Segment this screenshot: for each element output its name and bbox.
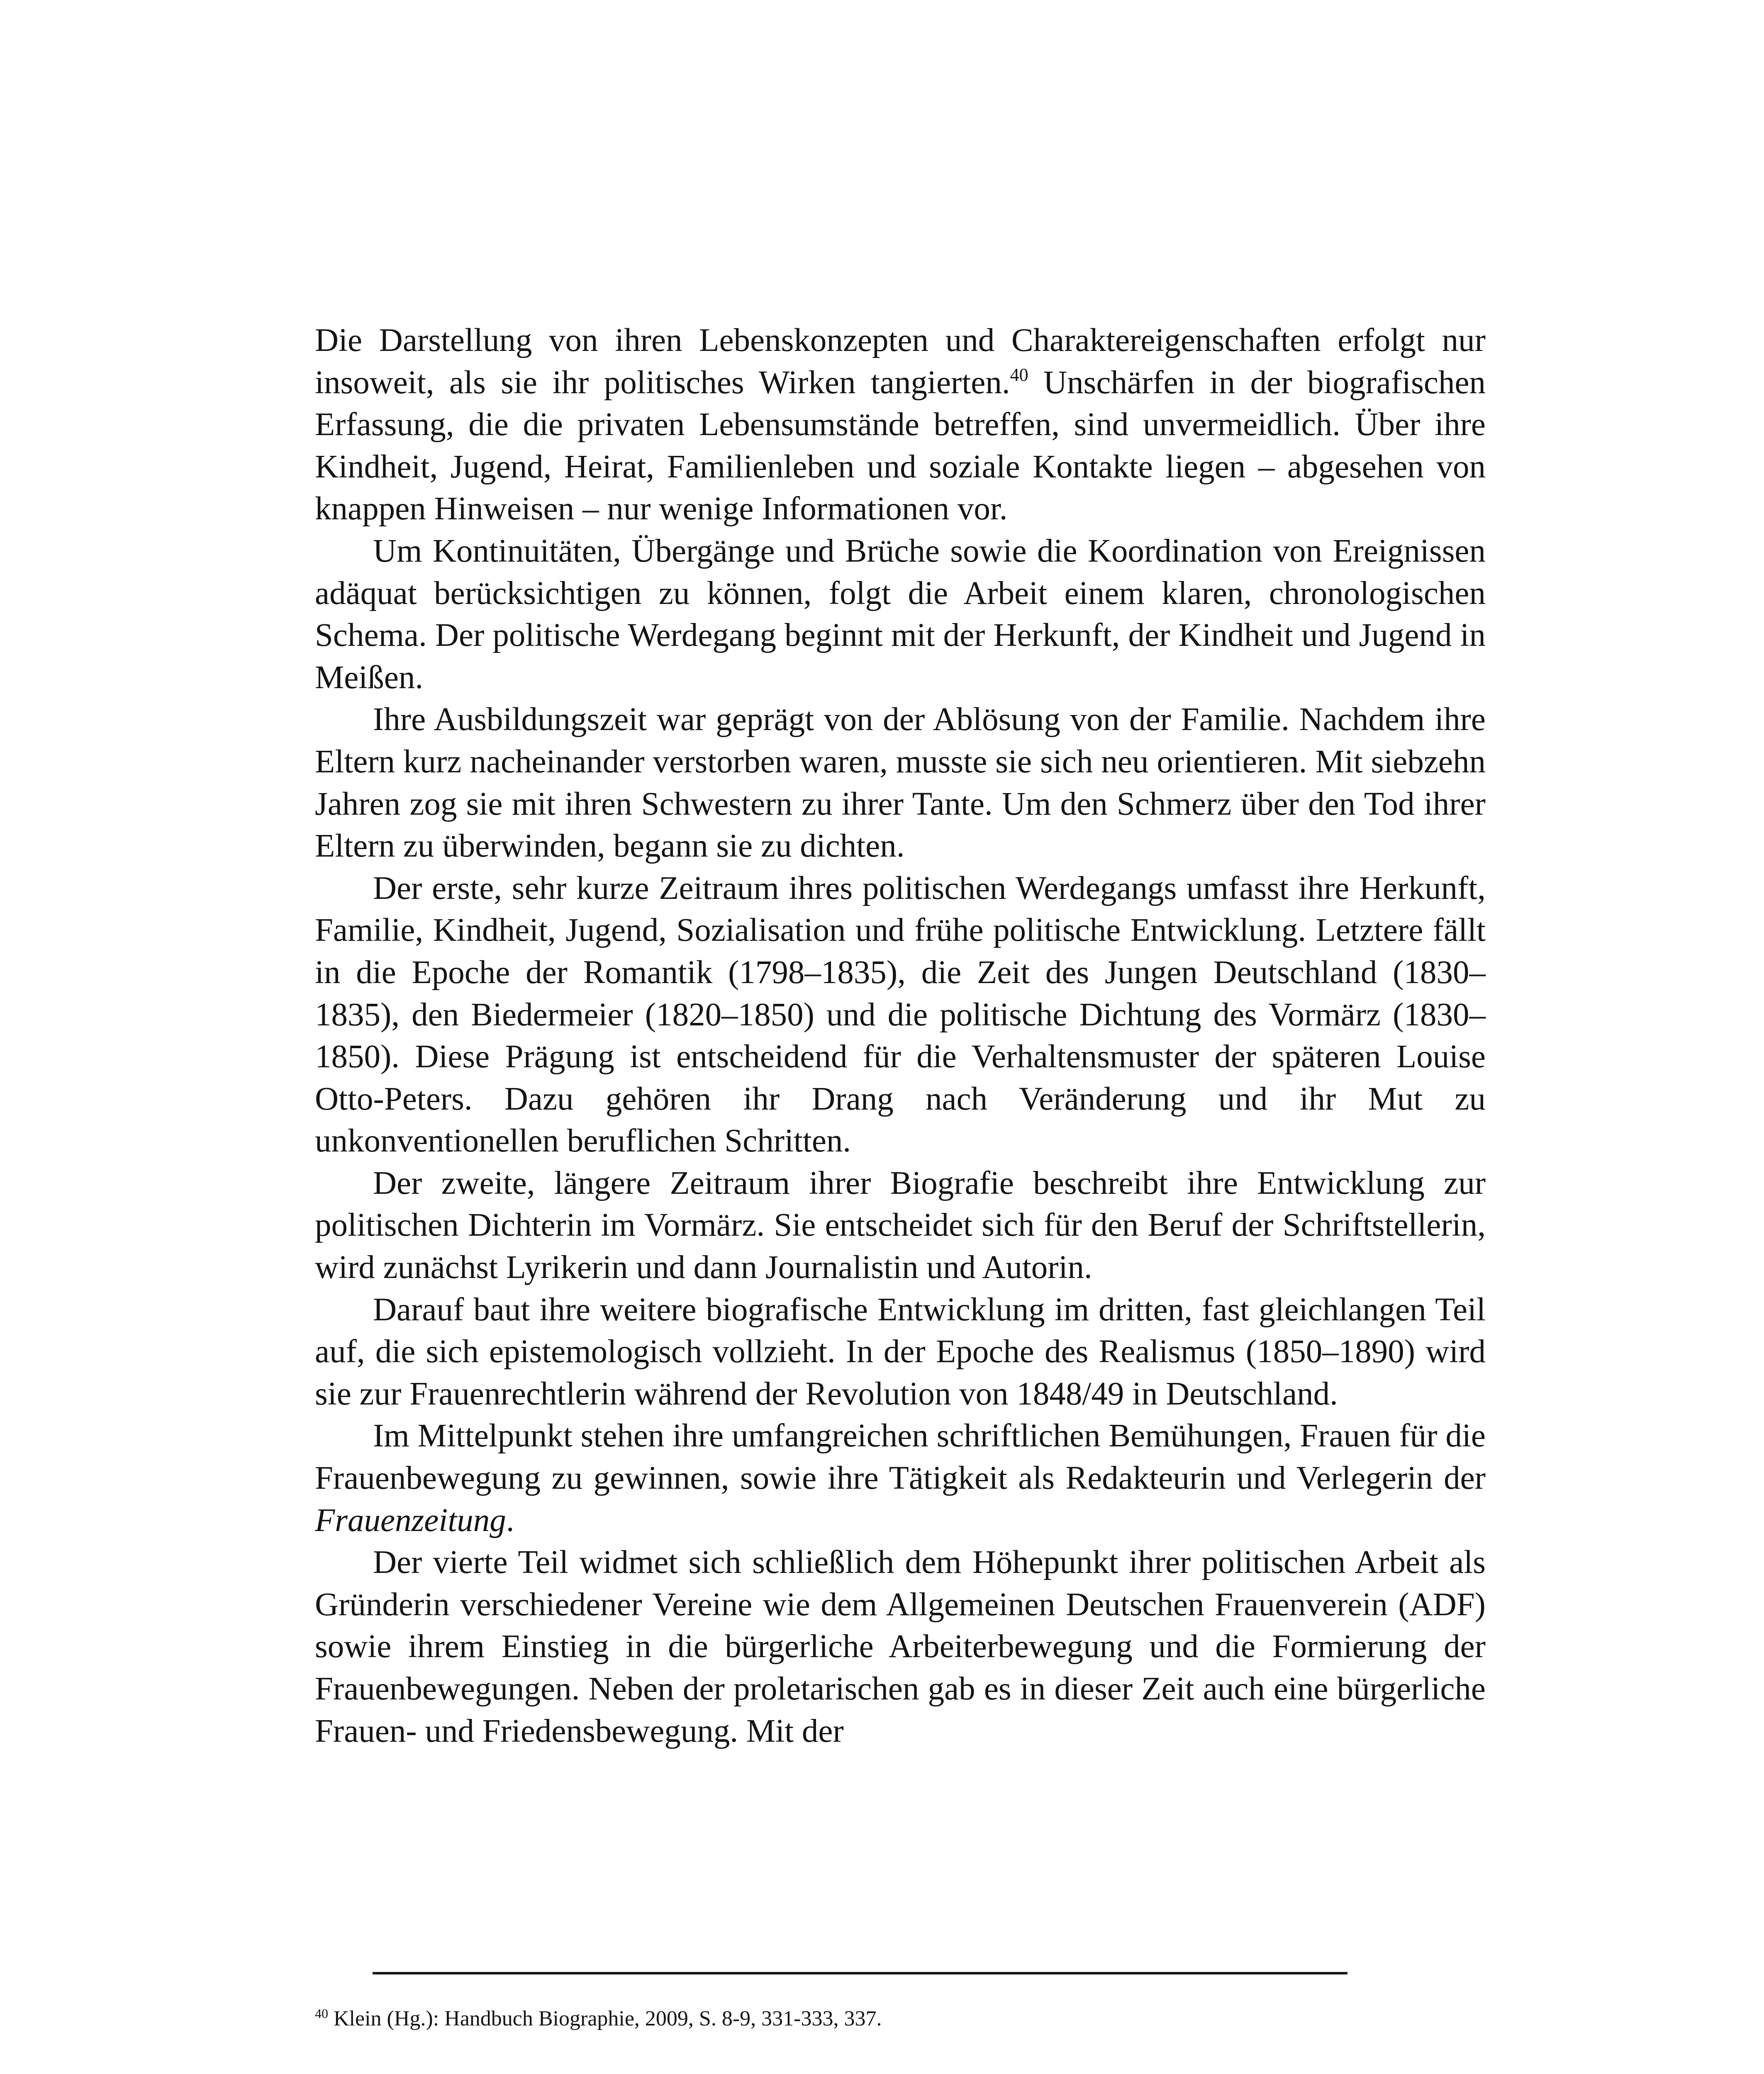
paragraph-1-text-b: Unschärfen in der biografischen Erfassung, die die privaten Lebensumstände betreffen, sind unvermeidlich. Über ihre Kindheit, Jugend, Heirat, Familienleben und soziale Kontakte liegen – abgesehen von knappen Hinweisen – nur wenige Informationen vor. — [315, 364, 1486, 527]
footnote-divider — [373, 1972, 1347, 1974]
paragraph-1 — [315, 319, 1486, 530]
body-text — [315, 319, 1486, 1752]
paragraph-6: Darauf baut ihre weitere biografische Entwicklung im dritten, fast gleichlangen Teil auf, die sich epistemologisch vollzieht. In der Epoche des Realismus (1850–1890) wird sie zur Frauenrechtlerin während der Revolution von 1848/49 in Deutschland. — [315, 1291, 1486, 1412]
paragraph-7-text-a: Im Mittelpunkt stehen ihre umfangreichen schriftlichen Bemühungen, Frauen für die Frauenbewegung zu gewinnen, sowie ihre Tätigkeit als Redakteurin und Verlegerin der — [315, 1418, 1486, 1497]
paragraph-3: Ihre Ausbildungszeit war geprägt von der Ablösung von der Familie. Nachdem ihre Eltern kurz nacheinander verstorben waren, musste sie sich neu orientieren. Mit siebzehn Jahren zog sie mit ihren Schwestern zu ihrer Tante. Um den Schmerz über den Tod ihrer Eltern zu überwinden, begann sie zu dichten. — [315, 701, 1486, 864]
paragraph-7 — [315, 1415, 1486, 1541]
paragraph-2: Um Kontinuitäten, Übergänge und Brüche sowie die Koordination von Ereignissen adäquat berücksichtigen zu können, folgt die Arbeit einem klaren, chronologischen Schema. Der politische Werdegang beginnt mit der Herkunft, der Kindheit und Jugend in Meißen. — [315, 533, 1486, 696]
paragraph-7-text-b: . — [506, 1502, 514, 1538]
paragraph-8: Der vierte Teil widmet sich schließlich dem Höhepunkt ihrer politischen Arbeit als Gründerin verschiedener Vereine wie dem Allgemeinen Deutschen Frauenverein (ADF) sowie ihrem Einstieg in die bürgerliche Arbeiterbewegung und die Formierung der Frauenbewegungen. Neben der proletarischen gab es in dieser Zeit auch eine bürgerliche Frauen- und Friedensbewegung. Mit der — [315, 1544, 1486, 1749]
paragraph-1-text-a: Die Darstellung von ihren Lebenskonzepten und Charaktereigenschaften erfolgt nur insoweit, als sie ihr politisches Wirken tangierten. — [315, 322, 1486, 401]
newspaper-title: Frauenzeitung — [315, 1502, 506, 1538]
footnote-number: 40 — [315, 2006, 328, 2021]
footnote — [315, 2006, 1486, 2032]
footnote-text: Klein (Hg.): Handbuch Biographie, 2009, S. 8-9, 331-333, 337. — [328, 2007, 882, 2030]
paragraph-4: Der erste, sehr kurze Zeitraum ihres politischen Werdegangs umfasst ihre Herkunft, Familie, Kindheit, Jugend, Sozialisation und frühe politische Entwicklung. Letztere fällt in die Epoche der Romantik (1798–1835), die Zeit des Jungen Deutschland (1830–1835), den Biedermeier (1820–1850) und die politische Dichtung des Vormärz (1830–1850). Diese Prägung ist entscheidend für die Verhaltensmuster der späteren Louise Otto-Peters. Dazu gehören ihr Drang nach Veränderung und ihr Mut zu unkonventionellen beruflichen Schritten. — [315, 870, 1486, 1159]
paragraph-5: Der zweite, längere Zeitraum ihrer Biografie beschreibt ihre Entwicklung zur politischen Dichterin im Vormärz. Sie entscheidet sich für den Beruf der Schriftstellerin, wird zunächst Lyrikerin und dann Journalistin und Autorin. — [315, 1165, 1486, 1286]
footnote-reference[interactable]: 40 — [1010, 364, 1028, 385]
